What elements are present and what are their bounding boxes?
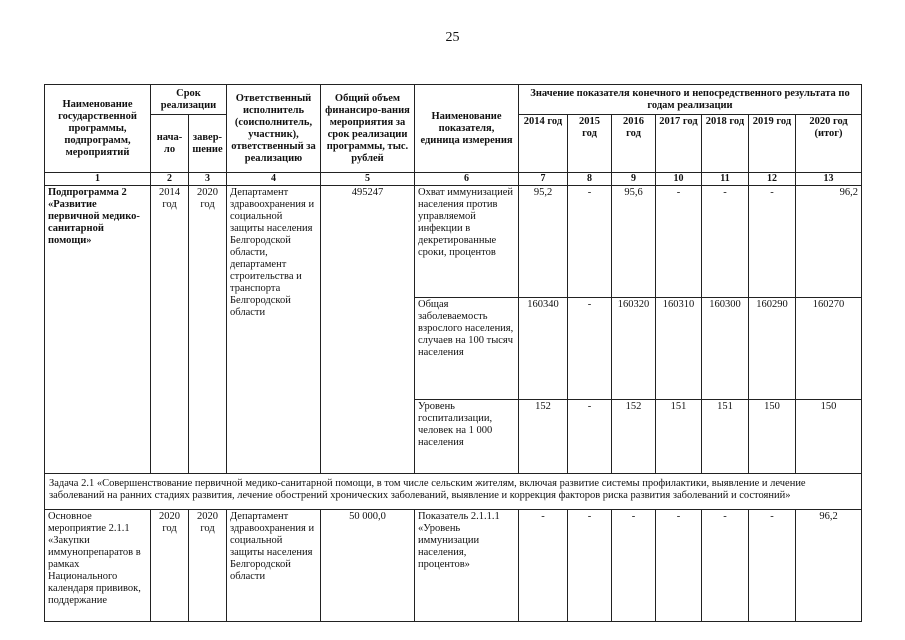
subprogram-name: Подпрограмма 2 «Развитие первичной медико-санитарной помощи» (45, 186, 151, 474)
header-program-name: Наименование государственной программы, подпрограмм, мероприятий (45, 85, 151, 173)
measure-indicator: Показатель 2.1.1.1 «Уровень иммунизации населения, процентов» (415, 510, 519, 622)
indicator-value: 151 (702, 400, 749, 474)
indicator-value: 160340 (519, 298, 568, 400)
indicator-name: Охват иммунизацией населения против управляемой инфекции в декретированные сроки, процентов (415, 186, 519, 298)
column-number: 11 (702, 173, 749, 186)
indicator-table (44, 84, 862, 622)
column-number: 6 (415, 173, 519, 186)
indicator-value: 152 (519, 400, 568, 474)
header-term: Срок реализации (151, 85, 227, 115)
header-responsible: Ответственный исполнитель (соисполнитель, участник), ответственный за реализацию (227, 85, 321, 173)
indicator-value: - (568, 298, 612, 400)
measure-start: 2020 год (151, 510, 189, 622)
subprogram-start: 2014 год (151, 186, 189, 474)
indicator-value: - (519, 510, 568, 622)
indicator-value: 160290 (749, 298, 796, 400)
indicator-value: - (656, 186, 702, 298)
indicator-value: 96,2 (796, 510, 862, 622)
header-end: завер-шение (189, 115, 227, 173)
column-number: 10 (656, 173, 702, 186)
measure-end: 2020 год (189, 510, 227, 622)
header-year: 2018 год (702, 115, 749, 173)
measure-volume: 50 000,0 (321, 510, 415, 622)
column-number: 4 (227, 173, 321, 186)
subprogram-end: 2020 год (189, 186, 227, 474)
indicator-value: 95,2 (519, 186, 568, 298)
header-indicator: Наименование показателя, единица измерения (415, 85, 519, 173)
task-2-1: Задача 2.1 «Совершенствование первичной медико-санитарной помощи, в том числе сельским жителям, включая развитие системы профилактики, выявление и лечение заболеваний на ранних стадиях развития, лечение обострений хронических заболеваний, выявление и коррекция факторов риска развития заболеваний и состояний» (45, 474, 862, 510)
measure-name: Основное мероприятие 2.1.1 «Закупки иммунопрепаратов в рамках Национального календаря прививок, поддержание (45, 510, 151, 622)
indicator-value: 150 (796, 400, 862, 474)
indicator-value: 160310 (656, 298, 702, 400)
indicator-value: - (749, 510, 796, 622)
header-volume: Общий объем финансиро-вания мероприятия за срок реализации программы, тыс. рублей (321, 85, 415, 173)
indicator-value: 151 (656, 400, 702, 474)
column-number: 9 (612, 173, 656, 186)
header-year: 2019 год (749, 115, 796, 173)
indicator-value: 160320 (612, 298, 656, 400)
column-number: 3 (189, 173, 227, 186)
indicator-value: 150 (749, 400, 796, 474)
subprogram-volume: 495247 (321, 186, 415, 474)
indicator-value: - (568, 400, 612, 474)
indicator-value: - (612, 510, 656, 622)
indicator-value: 95,6 (612, 186, 656, 298)
indicator-value: - (568, 186, 612, 298)
column-number: 1 (45, 173, 151, 186)
measure-responsible: Департамент здравоохранения и социальной защиты населения Белгородской области (227, 510, 321, 622)
indicator-value: 96,2 (796, 186, 862, 298)
column-number: 12 (749, 173, 796, 186)
column-number: 8 (568, 173, 612, 186)
indicator-value: - (702, 510, 749, 622)
header-year: 2014 год (519, 115, 568, 173)
indicator-value: - (749, 186, 796, 298)
indicator-name: Общая заболеваемость взрослого населения, случаев на 100 тысяч населения (415, 298, 519, 400)
header-year: 2015 год (568, 115, 612, 173)
header-start: нача-ло (151, 115, 189, 173)
subprogram-responsible: Департамент здравоохранения и социальной защиты населения Белгородской области, департамент строительства и транспорта Белгородской области (227, 186, 321, 474)
indicator-value: 160300 (702, 298, 749, 400)
column-number: 5 (321, 173, 415, 186)
column-number: 13 (796, 173, 862, 186)
header-year: 2016 год (612, 115, 656, 173)
header-year: 2017 год (656, 115, 702, 173)
indicator-value: - (656, 510, 702, 622)
header-year: 2020 год (итог) (796, 115, 862, 173)
indicator-value: - (702, 186, 749, 298)
indicator-value: 160270 (796, 298, 862, 400)
column-number: 7 (519, 173, 568, 186)
indicator-value: - (568, 510, 612, 622)
indicator-name: Уровень госпитализации, человек на 1 000 населения (415, 400, 519, 474)
indicator-value: 152 (612, 400, 656, 474)
page-number: 25 (445, 30, 460, 45)
header-values-title: Значение показателя конечного и непосредственного результата по годам реализации (519, 85, 862, 115)
column-number: 2 (151, 173, 189, 186)
